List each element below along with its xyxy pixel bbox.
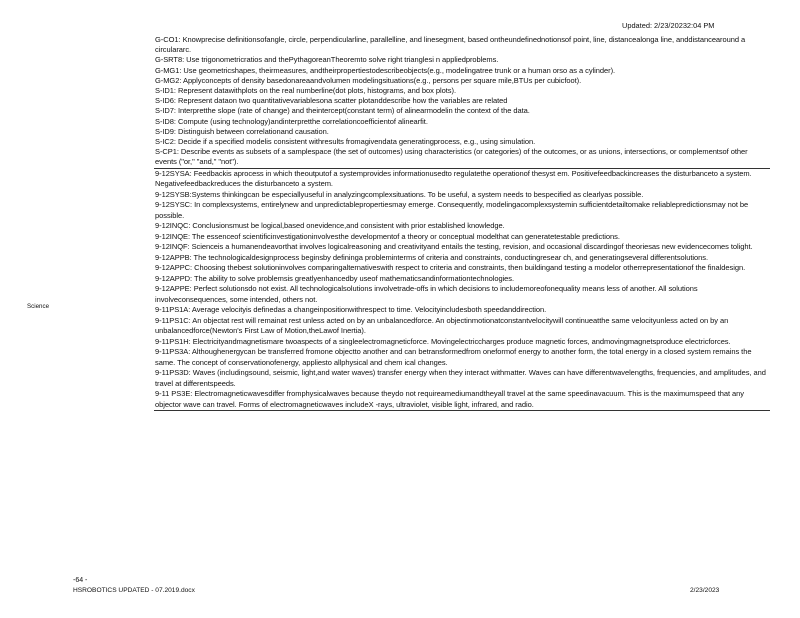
science-standard-7: 9-12APPC: Choosing thebest solutioninvolves comparingalternativeswith respect to criteria and constraints, then buildingand testing a modelor otherrepresentationof the finaldesign. [155,263,746,273]
standards-table [27,35,770,411]
science-standard-13: 9-11PS3A: Althoughenergycan be transferred fromone objectto another and can betransformedfrom oneformof energy to another form, the total energy in a closed system remains the same. The concept of conservationofenergy, appliesto allphysical and chem ical changes. [155,347,752,367]
math-standard-6: S-ID7: Interpretthe slope (rate of change) and theintercept(constant term) of alinearmodelin the context of the data. [155,106,530,116]
footer-filename: HSROBOTICS UPDATED - 07.2019.docx [73,587,195,594]
science-standard-11: 9-11PS1C: An objectat rest will remainat rest unless acted on by an unbalancedforce. An objectinmotionatconstantvelocitywill continueatthe same velocityunless acted on by an unbalancedforce(Newton's First Law of Motion,theLawof Inertia). [155,315,729,336]
science-standard-12: 9-11PS1H: Electricityandmagnetismare twoaspects of a singleelectromagneticforce. Movingelectriccharges produce magnetic forces, andmovingmagnetsproduce electricforces. [155,336,731,346]
math-standard-10: S-CP1: Describe events as subsets of a samplespace (the set of outcomes) using characteristics (or categories) of the outcomes, or as unions, intersections, or complementsof other events ("or," "and," "not"). [155,147,748,167]
footer-page-number: -64 - [73,577,88,584]
science-standard-14: 9-11PS3D: Waves (includingsound, seismic, light,and water waves) transfer energy when they interact withmatter. Waves can have differentwavelengths, frequencies, and amplitudes, and travel at differentspeeds. [155,368,766,388]
science-standard-5: 9-12INQF: Scienceis a humanendeavorthat involves logicalreasoning and creativityand entails the testing, revision, and occasional discardingof theoriesas new evidencecomes tolight. [155,242,753,252]
math-standard-0: G-CO1: Knowprecise definitionsofangle, circle, perpendicularline, parallelline, and linesegment, based ontheundefinednotionsof point, line, distancealonga line, anddistancearound a circulararc. [155,35,746,55]
science-standard-4: 9-12INQE: The essenceof scientificinvestigationinvolvesthe developmentof a theory or conceptual modelthat can generatetestable predictions. [155,231,620,241]
math-standard-8: S-ID9: Distinguish between correlationand causation. [155,126,329,136]
math-standard-7: S-ID8: Compute (using technology)andinterpretthe correlationcoefficientof alinearfit. [155,116,428,126]
math-standard-9: S-IC2: Decide if a specified modelis consistent withresults fromagivendata generatingprocess, e.g., using simulation. [155,137,536,147]
footer-date: 2/23/2023 [690,587,720,594]
math-standard-4: S-ID1: Represent datawithplots on the real numberline(dot plots, histograms, and box plots). [155,86,456,96]
science-standard-1: 9-12SYSB:Systems thinkingcan be especiallyuseful in analyzingcomplexsituations. To be useful, a system needs to bespecified as clearlyas possible. [155,189,644,199]
math-standard-5: S-ID6: Represent dataon two quantitativevariablesona scatter plotanddescribe how the variables are related [155,96,508,106]
science-standard-2: 9-12SYSC: In complexsystems, entirelynew and unpredictablepropertiesmay emerge. Consequently, modelingacomplexsystemin sufficientdetailtomake reliablepredictionsmay not be possible. [155,200,749,220]
science-standard-3: 9-12INQC: Conclusionsmust be logical,based onevidence,and consistent with prior established knowledge. [155,221,505,231]
math-standard-3: G-MG2: Applyconcepts of density basedonareaandvolumen modelingsituations(e.g., persons per square mile,BTUs per cubicfoot). [155,75,582,85]
science-standard-15: 9-11 PS3E: Electromagneticwavesdiffer fromphysicalwaves because theydo not requireamediumandtheyall travel at the same speedinavacuum. This is the maximumspeed that any objector wave can travel. Forms of electromagneticwaves includeX -rays, ultraviolet, visible light, infrared, and radio. [155,389,744,409]
science-standard-9: 9-12APPE: Perfect solutionsdo not exist. All technologicalsolutions involvetrade-offs in which decisions to includemoreofonequality means less of another. All solutions involveconsequences, some intended, others not. [155,284,698,304]
science-standard-0: 9-12SYSA: Feedbackis aprocess in which theoutputof a systemprovides informationusedto regulatethe operationof thesyst em. Positivefeedbackincreases the disturbanceto a system. Negativefeedbackreduces the disturbanceto a system. [155,168,752,189]
math-standards-block [154,35,770,169]
science-standard-6: 9-12APPB: The technologicaldesignprocess beginsby defininga probleminterms of criteria and constraints, conductingresear ch, and generatingseveral differentsolutions. [155,252,709,262]
science-standards-block [27,168,770,412]
math-standard-1: G-SRT8: Use trigonometricratios and thePythagoreanTheoremto solve right trianglesi n appliedproblems. [155,55,499,65]
science-standard-8: 9-12APPD: The ability to solve problemsis greatlyenhancedby useof mathematicsandinformationtechnologies. [155,273,515,283]
subject-label-science: Science [27,302,50,310]
math-standard-2: G-MG1: Use geometricshapes, theirmeasures, andtheirpropertiestodescribeobjects(e.g., modelingatree trunk or a human orso as a cylinder). [155,65,616,75]
science-standard-10: 9-11PS1A: Average velocityis definedas a changeinpositionwithrespect to time. Velocityincludesboth speedanddirection. [155,305,547,315]
updated-timestamp: Updated: 2/23/20232:04 PM [622,21,715,30]
